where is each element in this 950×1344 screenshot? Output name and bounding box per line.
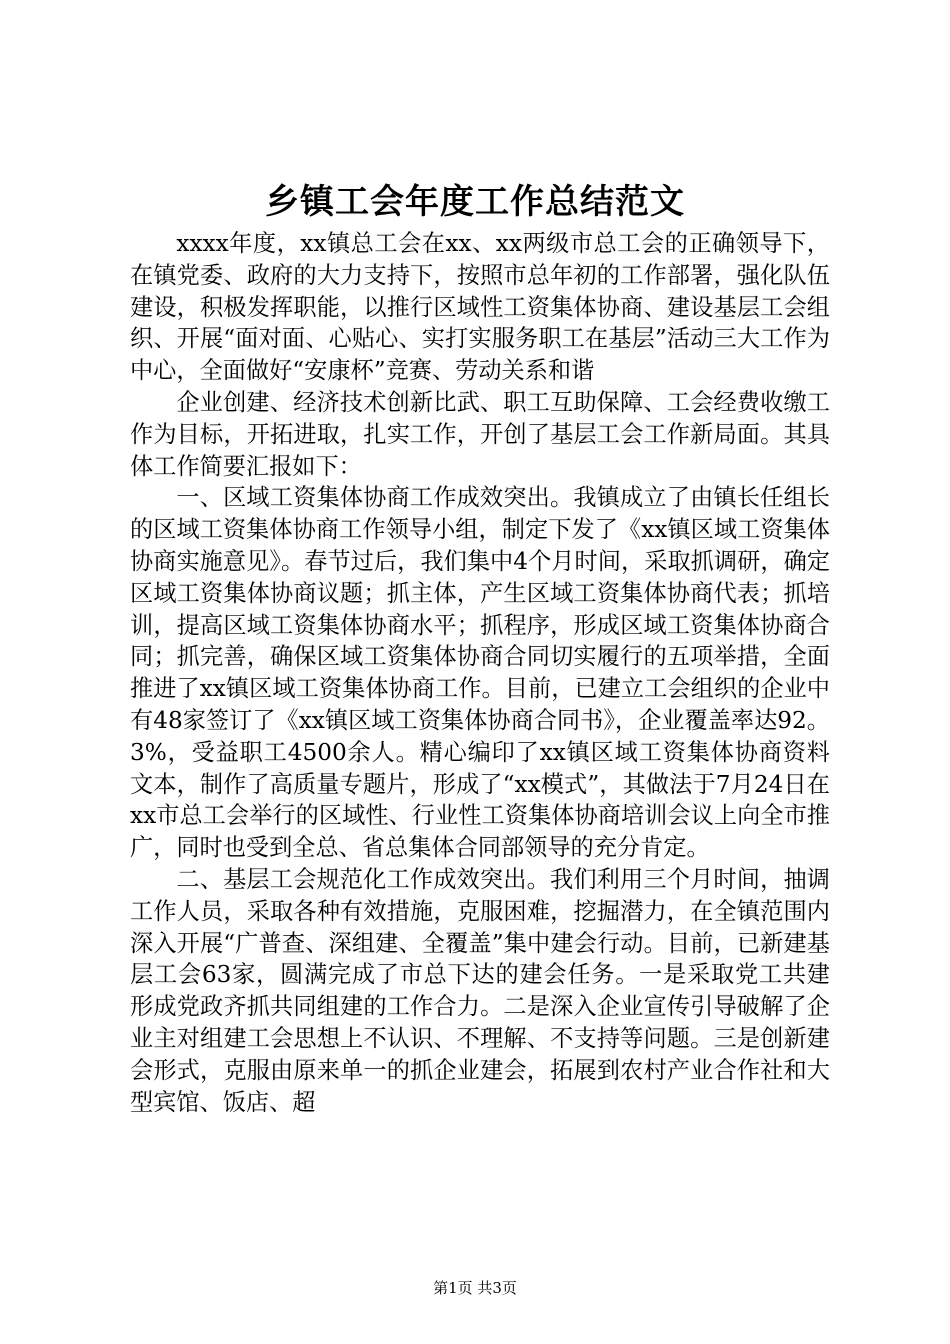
paragraph-union-standardization: 二、基层工会规范化工作成效突出。我们利用三个月时间，抽调工作人员，采取各种有效措施，克服困难，挖掘潜力，在全镇范围内深入开展“广普查、深组建、全覆盖”集中建会行动。目前，已新建基层工会63家，圆满完成了市总下达的建会任务。一是采取党工共建形成党政齐抓共同组建的工作合力。二是深入企业宣传引导破解了企业主对组建工会思想上不认识、不理解、不支持等问题。三是创新建会形式，克服由原来单一的抓企业建会，拓展到农村产业合作社和大型宾馆、饭店、超 — [130, 865, 830, 1116]
page-number-footer: 第1页 共3页 — [433, 1279, 517, 1297]
paragraph-goals: 企业创建、经济技术创新比武、职工互助保障、工会经费收缴工作为目标，开拓进取，扎实工作，开创了基层工会工作新局面。其具体工作简要汇报如下： — [130, 388, 830, 480]
paragraph-wage-negotiation: 一、区域工资集体协商工作成效突出。我镇成立了由镇长任组长的区域工资集体协商工作领导小组，制定下发了《xx镇区域工资集体协商实施意见》。春节过后，我们集中4个月时间，采取抓调研，确定区域工资集体协商议题；抓主体，产生区域工资集体协商代表；抓培训，提高区域工资集体协商水平；抓程序，形成区域工资集体协商合同；抓完善，确保区域工资集体协商合同切实履行的五项举措，全面推进了xx镇区域工资集体协商工作。目前，已建立工会组织的企业中有48家签订了《xx镇区域工资集体协商合同书》，企业覆盖率达92。3%，受益职工4500余人。精心编印了xx镇区域工资集体协商资料文本，制作了高质量专题片，形成了“xx模式”，其做法于7月24日在xx市总工会举行的区域性、行业性工资集体协商培训会议上向全市推广，同时也受到全总、省总集体合同部领导的充分肯定。 — [130, 484, 830, 862]
document-title: 乡镇工会年度工作总结范文 — [265, 182, 685, 222]
paragraph-intro: xxxx年度，xx镇总工会在xx、xx两级市总工会的正确领导下，在镇党委、政府的大力支持下，按照市总年初的工作部署，强化队伍建设，积极发挥职能，以推行区域性工资集体协商、建设基层工会组织、开展“面对面、心贴心、实打实服务职工在基层”活动三大工作为中心，全面做好“安康杯”竞赛、劳动关系和谐 — [130, 230, 830, 385]
document-body — [130, 228, 830, 1118]
